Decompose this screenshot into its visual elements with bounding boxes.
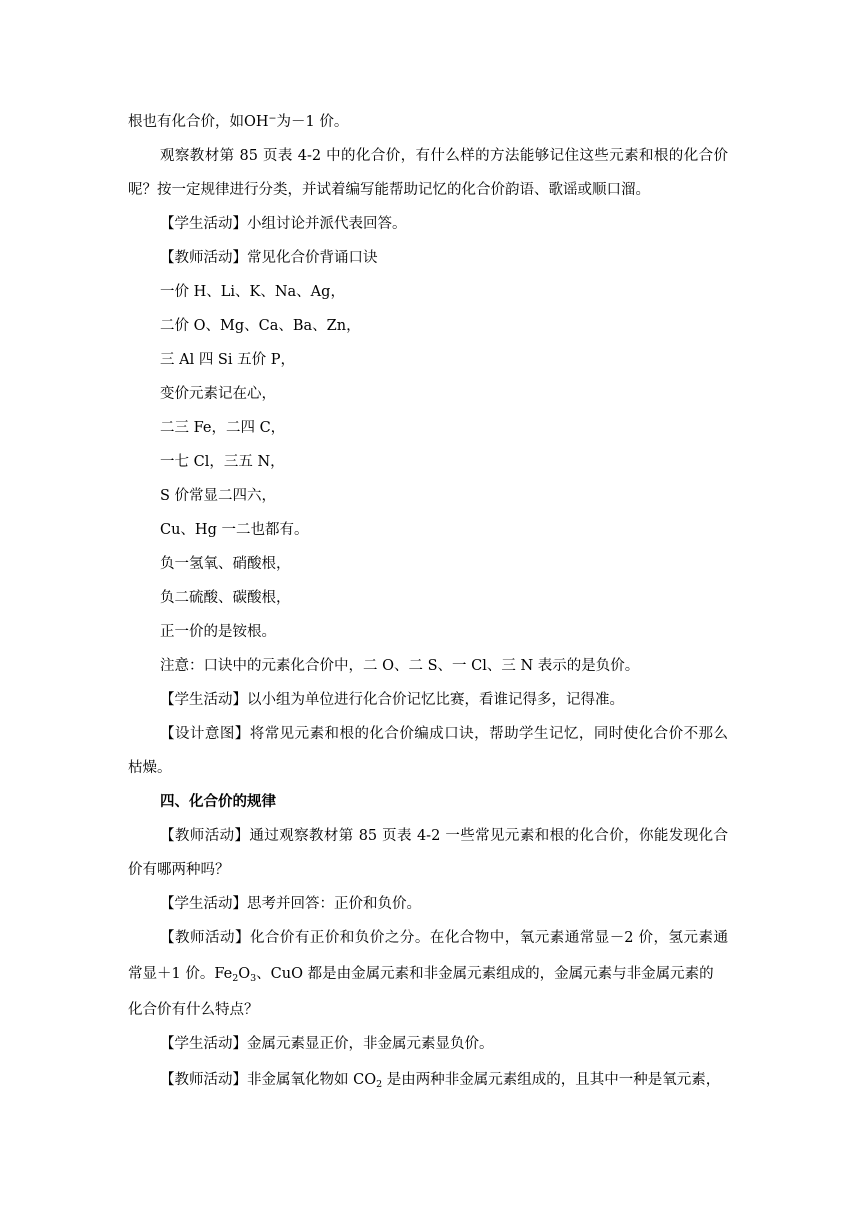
student-activity-metal: 【学生活动】金属元素显正价，非金属元素显负价。 — [160, 1036, 494, 1052]
teacher-activity-valence-line3: 化合价有什么特点？ — [128, 1002, 259, 1018]
mnemonic-line: 一价 H、Li、K、Na、Ag， — [160, 284, 345, 300]
text-segment: 是由两种非金属元素组成的，且其中一种是氧元素， — [382, 1072, 721, 1088]
teacher-activity-valence-line2 — [128, 964, 714, 984]
design-intent-line2: 枯燥。 — [128, 760, 172, 776]
student-activity-discuss: 【学生活动】小组讨论并派代表回答。 — [160, 216, 407, 232]
teacher-activity-nonmetal — [160, 1070, 720, 1090]
text-segment: 为－1 价。 — [276, 114, 349, 130]
section-heading: 四、化合价的规律 — [160, 793, 276, 810]
mnemonic-line: 正一价的是铵根。 — [160, 624, 276, 640]
mnemonic-line: 二价 O、Mg、Ca、Ba、Zn， — [160, 318, 361, 334]
subscript: 2 — [232, 973, 239, 984]
subscript: 3 — [250, 973, 257, 984]
text-segment: 、CuO 都是由金属元素和非金属元素组成的，金属元素与非金属元素的 — [256, 966, 714, 982]
mnemonic-line: Cu、Hg 一二也都有。 — [160, 522, 309, 538]
mnemonic-line: 二三 Fe，二四 C， — [160, 420, 286, 436]
mnemonic-line: 三 Al 四 Si 五价 P， — [160, 352, 295, 368]
text-segment: 常显＋1 价。Fe — [128, 966, 233, 982]
mnemonic-line: 负二硫酸、碳酸根， — [160, 590, 291, 606]
teacher-activity-valence-line1: 【教师活动】化合价有正价和负价之分。在化合物中，氧元素通常显－2 价，氢元素通 — [160, 930, 728, 946]
paragraph-observe-line2: 呢？按一定规律进行分类，并试着编写能帮助记忆的化合价韵语、歌谣或顺口溜。 — [128, 182, 650, 198]
teacher-activity-mnemonic: 【教师活动】常见化合价背诵口诀 — [160, 250, 378, 266]
text-segment: 根也有化合价，如OH — [128, 114, 269, 130]
teacher-activity-observe-line1: 【教师活动】通过观察教材第 85 页表 4-2 一些常见元素和根的化合价，你能发现化合 — [160, 828, 728, 844]
subscript: 2 — [376, 1079, 383, 1090]
text-segment: 【教师活动】非金属氧化物如 CO — [160, 1072, 377, 1088]
paragraph-observe-line1: 观察教材第 85 页表 4-2 中的化合价，有什么样的方法能够记住这些元素和根的化合价 — [160, 148, 728, 164]
superscript-charge: − — [268, 113, 277, 124]
mnemonic-line: 一七 Cl，三五 N， — [160, 454, 285, 470]
text-segment: O — [238, 966, 251, 982]
teacher-activity-observe-line2: 价有哪两种吗？ — [128, 862, 230, 878]
mnemonic-line: 变价元素记在心， — [160, 386, 276, 402]
mnemonic-line: S 价常显二四六， — [160, 488, 277, 504]
student-activity-contest: 【学生活动】以小组为单位进行化合价记忆比赛，看谁记得多，记得准。 — [160, 692, 624, 708]
paragraph-oh-valence — [128, 112, 348, 132]
student-activity-answer: 【学生活动】思考并回答：正价和负价。 — [160, 896, 421, 912]
design-intent-line1: 【设计意图】将常见元素和根的化合价编成口诀，帮助学生记忆，同时使化合价不那么 — [160, 726, 728, 742]
note-paragraph: 注意：口诀中的元素化合价中，二 O、二 S、一 Cl、三 N 表示的是负价。 — [160, 658, 640, 674]
mnemonic-line: 负一氢氧、硝酸根， — [160, 556, 291, 572]
